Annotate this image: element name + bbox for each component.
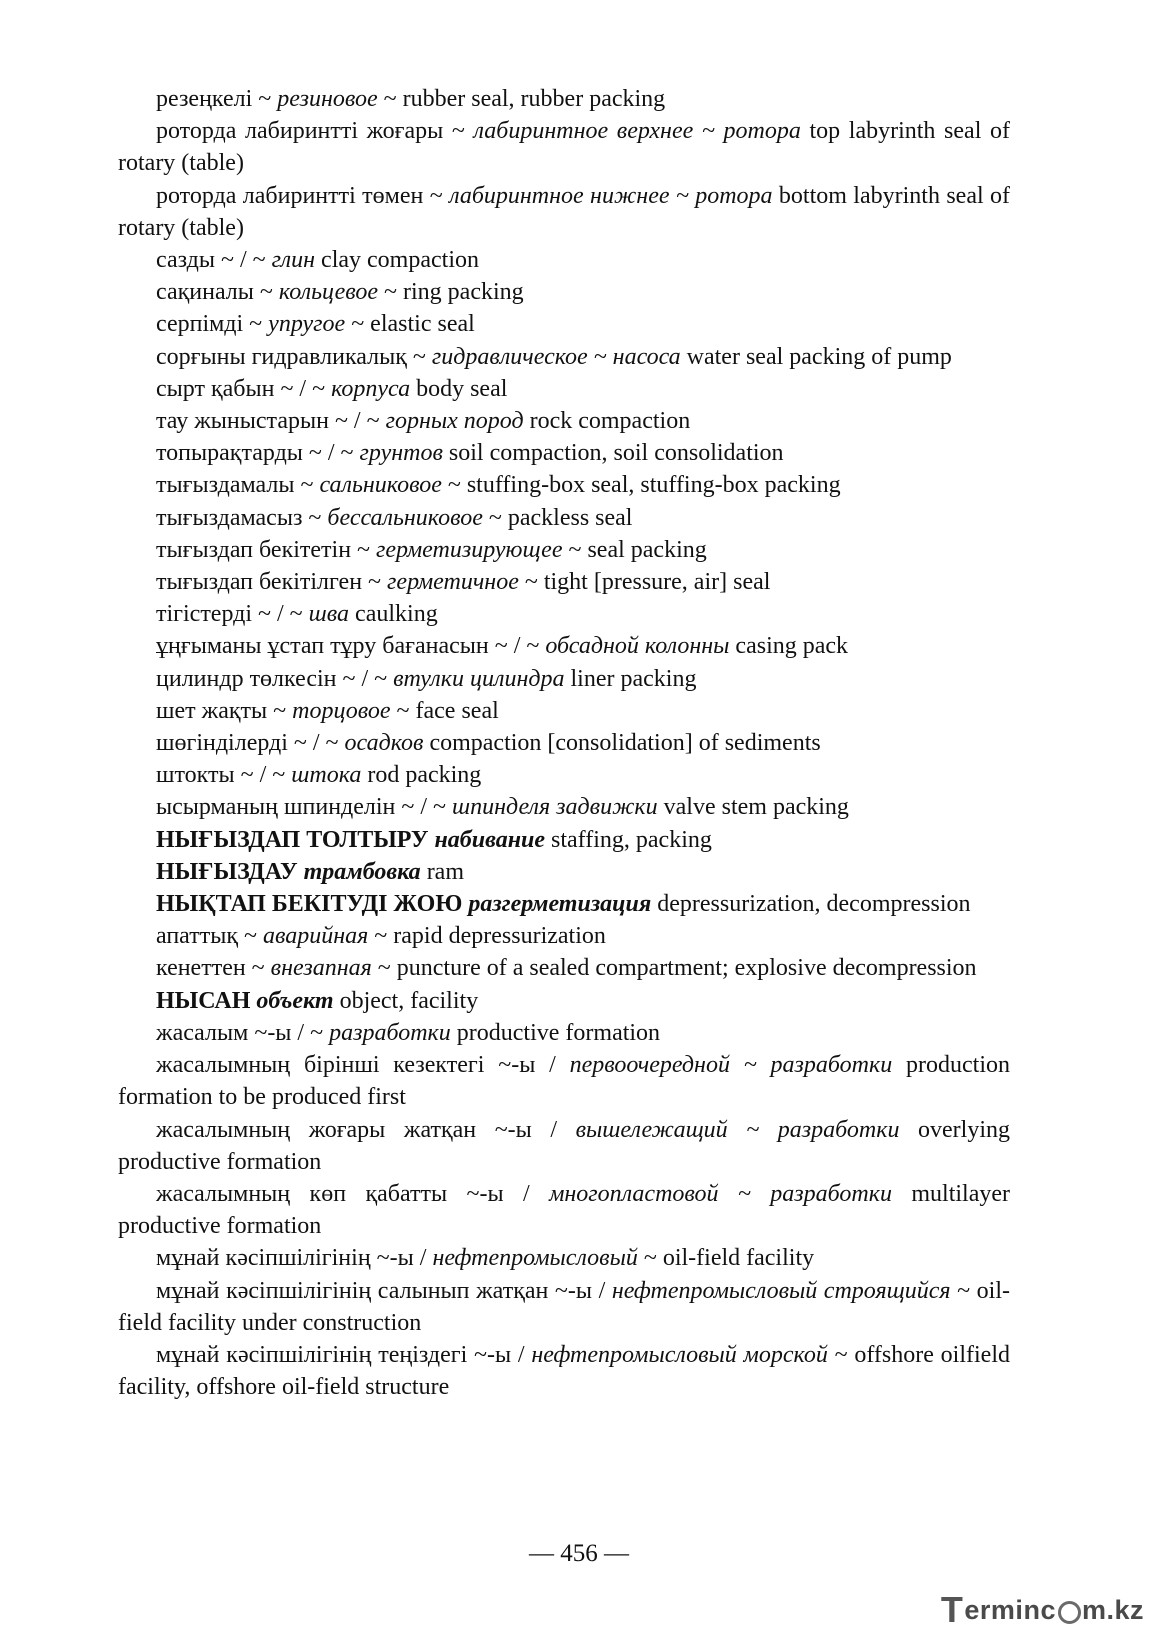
- russian-term: нефтепромысловый: [432, 1245, 638, 1272]
- english-translation: top labyrinth seal of rotary (table): [118, 118, 1010, 177]
- kazakh-term: жасалымның көп қабатты ~-ы /: [156, 1180, 550, 1207]
- watermark-text-part1: ermin: [964, 1594, 1041, 1625]
- dictionary-subentry: [118, 952, 1010, 984]
- dictionary-subentry: [118, 405, 1010, 437]
- dictionary-subentry: [118, 1275, 1010, 1339]
- english-translation: water seal packing of pump: [680, 343, 952, 370]
- english-translation: staffing, packing: [545, 826, 712, 853]
- russian-term: шпинделя задвижки: [452, 794, 658, 821]
- termincom-watermark-logo: [941, 1590, 1144, 1630]
- dictionary-subentry: [118, 276, 1010, 308]
- dictionary-subentry: [118, 566, 1010, 598]
- russian-term: глин: [271, 247, 316, 274]
- dictionary-subentry: [118, 1114, 1010, 1178]
- russian-term: герметичное: [387, 569, 519, 596]
- russian-term: трамбовка: [303, 858, 421, 885]
- dictionary-subentry: [118, 244, 1010, 276]
- kazakh-term: апаттық ~: [156, 923, 263, 950]
- kazakh-term: шөгінділерді ~ / ~: [156, 730, 345, 757]
- dictionary-subentry: [118, 663, 1010, 695]
- kazakh-term: резеңкелі ~: [156, 86, 278, 112]
- russian-term: грунтов: [359, 440, 443, 467]
- russian-term: шва: [308, 601, 350, 628]
- dictionary-headword-entry: [118, 856, 1010, 888]
- dictionary-subentry: [118, 341, 1010, 373]
- russian-term: втулки цилиндра: [393, 665, 565, 692]
- dictionary-subentry: [118, 1339, 1010, 1403]
- russian-term: внезапная: [270, 955, 372, 982]
- page-number: — 456 —: [529, 1540, 629, 1567]
- dictionary-subentry: [118, 598, 1010, 630]
- dictionary-subentry: [118, 727, 1010, 759]
- russian-term: резиновое: [277, 86, 378, 112]
- dictionary-subentry: [118, 1242, 1010, 1274]
- dictionary-subentry: [118, 373, 1010, 405]
- kazakh-term: сақиналы ~: [156, 279, 279, 306]
- english-translation: overlying productive formation: [118, 1116, 1011, 1175]
- english-translation: productive formation: [450, 1019, 661, 1046]
- dictionary-subentry: [118, 502, 1010, 534]
- russian-term: бессальниковое: [327, 504, 483, 531]
- kazakh-term: тығыздап бекітілген ~: [156, 569, 388, 596]
- kazakh-term: сорғыны гидравликалық ~: [156, 343, 432, 370]
- dictionary-subentry: [118, 83, 1010, 115]
- dictionary-headword-entry: [118, 888, 1010, 920]
- russian-term: объект: [256, 987, 334, 1014]
- dictionary-subentry: [118, 534, 1010, 566]
- kazakh-term: ұңғыманы ұстап тұру бағанасын ~ / ~: [156, 633, 546, 660]
- kazakh-term: кенеттен ~: [156, 955, 271, 982]
- english-translation: compaction [consolidation] of sediments: [423, 730, 821, 757]
- kazakh-term: тау жыныстарын ~ / ~: [156, 408, 386, 435]
- russian-term: многопластовой ~ разработки: [549, 1180, 892, 1207]
- dictionary-subentry: [118, 920, 1010, 952]
- english-translation: production formation to be produced first: [118, 1052, 1011, 1111]
- english-translation: ~ puncture of a sealed compartment; explosive decompression: [371, 955, 977, 982]
- english-translation: ~ rubber seal, rubber packing: [377, 86, 666, 112]
- russian-term: лабиринтное верхнее ~ ротора: [473, 118, 801, 145]
- watermark-text-part3: m.kz: [1081, 1594, 1144, 1625]
- english-translation: ram: [420, 858, 464, 885]
- kazakh-term: тігістерді ~ / ~: [156, 601, 309, 628]
- dictionary-subentry: [118, 437, 1010, 469]
- english-translation: ~ oil-field facility: [637, 1245, 815, 1272]
- dictionary-subentry: [118, 180, 1010, 244]
- kazakh-headword: НЫҒЫЗДАП ТОЛТЫРУ: [156, 826, 435, 853]
- russian-term: набивание: [434, 826, 546, 853]
- russian-term: горных пород: [385, 408, 524, 435]
- kazakh-term: ысырманың шпинделін ~ / ~: [156, 794, 453, 821]
- kazakh-term: роторда лабиринтті жоғары ~: [156, 118, 474, 145]
- russian-term: нефтепромысловый строящийся: [611, 1277, 951, 1304]
- russian-term: осадков: [344, 730, 424, 757]
- russian-term: обсадной колонны: [545, 633, 730, 660]
- english-translation: caulking: [349, 601, 438, 628]
- russian-term: кольцевое: [278, 279, 379, 306]
- english-translation: ~ packless seal: [482, 504, 633, 531]
- kazakh-term: мұнай кәсіпшілігінің ~-ы /: [156, 1245, 433, 1272]
- russian-term: аварийная: [262, 923, 369, 950]
- dictionary-subentry: [118, 759, 1010, 791]
- russian-term: корпуса: [331, 375, 411, 402]
- russian-term: торцовое: [292, 697, 391, 724]
- kazakh-term: жасалымның жоғары жатқан ~-ы /: [156, 1116, 576, 1143]
- english-translation: object, facility: [333, 987, 479, 1014]
- english-translation: ~ stuffing-box seal, stuffing-box packing: [441, 472, 841, 499]
- english-translation: ~ rapid depressurization: [368, 923, 606, 950]
- dictionary-subentry: [118, 1049, 1010, 1113]
- english-translation: body seal: [410, 375, 508, 402]
- dictionary-subentry: [118, 115, 1010, 179]
- kazakh-term: мұнай кәсіпшілігінің теңіздегі ~-ы /: [156, 1341, 532, 1368]
- kazakh-term: сырт қабын ~ / ~: [156, 375, 332, 402]
- english-translation: depressurization, decompression: [651, 891, 971, 918]
- kazakh-term: сазды ~ / ~: [156, 247, 272, 274]
- russian-term: гидравлическое ~ насоса: [431, 343, 681, 370]
- dictionary-subentry: [118, 695, 1010, 727]
- dictionary-page-body: [118, 83, 1010, 1403]
- kazakh-term: мұнай кәсіпшілігінің салынып жатқан ~-ы /: [156, 1277, 612, 1304]
- russian-term: вышележащий ~ разработки: [575, 1116, 900, 1143]
- english-translation: ~ elastic seal: [345, 311, 475, 338]
- kazakh-term: тығыздамасыз ~: [156, 504, 328, 531]
- kazakh-term: жасалымның бірінші кезектегі ~-ы /: [156, 1052, 570, 1079]
- dictionary-subentry: [118, 1178, 1010, 1242]
- kazakh-term: жасалым ~-ы / ~: [156, 1019, 330, 1046]
- english-translation: casing pack: [729, 633, 849, 660]
- russian-term: штока: [291, 762, 362, 789]
- dictionary-subentry: [118, 791, 1010, 823]
- kazakh-term: цилиндр төлкесін ~ / ~: [156, 665, 394, 692]
- dictionary-headword-entry: [118, 824, 1010, 856]
- dictionary-subentry: [118, 308, 1010, 340]
- watermark-text-part2: c: [1040, 1594, 1056, 1625]
- dictionary-subentry: [118, 630, 1010, 662]
- kazakh-term: серпімді ~: [156, 311, 269, 338]
- magnifier-icon: [1058, 1601, 1081, 1624]
- kazakh-headword: НЫҚТАП БЕКІТУДІ ЖОЮ: [156, 891, 469, 918]
- russian-term: разработки: [329, 1019, 451, 1046]
- english-translation: ~ face seal: [390, 697, 499, 724]
- english-translation: ~ oil-field facility under construction: [118, 1277, 1011, 1336]
- kazakh-term: тығыздамалы ~: [156, 472, 320, 499]
- english-translation: ~ tight [pressure, air] seal: [518, 569, 771, 596]
- russian-term: сальниковое: [319, 472, 442, 499]
- kazakh-headword: НЫҒЫЗДАУ: [156, 858, 304, 885]
- kazakh-term: роторда лабиринтті төмен ~: [156, 182, 450, 209]
- english-translation: ~ ring packing: [378, 279, 524, 306]
- english-translation: multilayer productive formation: [118, 1180, 1011, 1240]
- kazakh-term: шет жақты ~: [156, 697, 293, 724]
- english-translation: soil compaction, soil consolidation: [442, 440, 784, 467]
- russian-term: первоочередной ~ разработки: [569, 1052, 893, 1079]
- russian-term: разгерметизация: [468, 891, 652, 918]
- dictionary-subentry: [118, 1017, 1010, 1049]
- kazakh-term: штокты ~ / ~: [156, 762, 292, 789]
- english-translation: bottom labyrinth seal of rotary (table): [118, 182, 1010, 241]
- russian-term: герметизирующее: [376, 536, 563, 563]
- english-translation: rod packing: [361, 762, 482, 789]
- english-translation: ~ seal packing: [562, 536, 707, 563]
- dictionary-subentry: [118, 469, 1010, 501]
- russian-term: нефтепромысловый морской: [531, 1341, 828, 1368]
- english-translation: clay compaction: [315, 247, 479, 274]
- english-translation: ~ offshore oilfield facility, offshore oil-field structure: [118, 1341, 1010, 1401]
- kazakh-term: топырақтарды ~ / ~: [156, 440, 360, 467]
- russian-term: лабиринтное нижнее ~ ротора: [449, 182, 773, 209]
- english-translation: valve stem packing: [657, 794, 849, 821]
- english-translation: rock compaction: [523, 408, 691, 435]
- english-translation: liner packing: [564, 665, 697, 692]
- dictionary-headword-entry: [118, 985, 1010, 1017]
- kazakh-term: тығыздап бекітетін ~: [156, 536, 377, 563]
- russian-term: упругое: [268, 311, 346, 338]
- kazakh-headword: НЫСАН: [156, 987, 257, 1014]
- watermark-letter-t: T: [940, 1589, 964, 1630]
